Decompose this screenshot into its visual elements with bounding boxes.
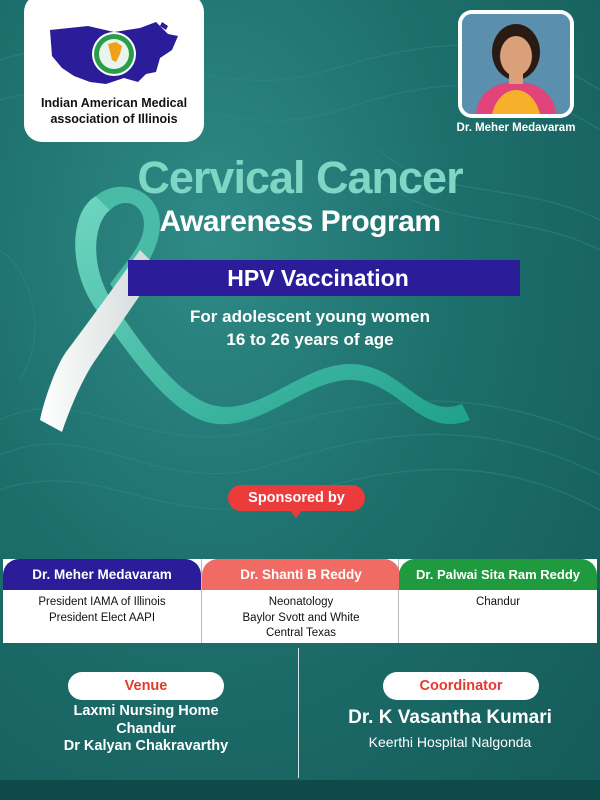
sponsored-by-badge: Sponsored by <box>228 485 365 511</box>
organization-name-line1: Indian American Medical <box>40 96 188 110</box>
title-line1: Cervical Cancer <box>137 152 463 203</box>
sponsor-details-1 <box>3 595 201 626</box>
sponsor-2-line3: Central Texas <box>265 627 337 639</box>
program-audience <box>160 305 460 351</box>
venue-line1: Laxmi Nursing Home <box>73 703 219 719</box>
sponsored-by-badge-pointer <box>289 509 303 518</box>
sponsor-card-2 <box>201 559 399 643</box>
sponsor-card-1 <box>3 559 201 643</box>
coordinator-label: Coordinator <box>383 672 539 700</box>
sponsor-3-line1: Chandur <box>475 596 521 608</box>
sponsor-card-3 <box>399 559 597 643</box>
venue-details <box>30 703 262 756</box>
sponsors-panel <box>3 559 597 643</box>
sponsor-1-line2: President Elect AAPI <box>48 611 156 624</box>
sponsor-1-line1: President IAMA of Illinois <box>38 596 166 608</box>
venue-line3: Dr Kalyan Chakravarthy <box>63 738 229 754</box>
sponsor-2-line1: Neonatology <box>268 596 334 608</box>
sponsor-2-line2: Baylor Svott and White <box>242 611 360 624</box>
sponsor-name-3: Dr. Palwai Sita Ram Reddy <box>399 559 597 590</box>
bottom-divider <box>298 648 299 778</box>
program-banner-text: HPV Vaccination <box>227 265 409 291</box>
venue-label: Venue <box>68 672 224 700</box>
audience-line2: 16 to 26 years of age <box>226 330 394 349</box>
organization-name-line2: association of Illinois <box>50 112 178 126</box>
audience-line1: For adolescent young women <box>190 307 430 326</box>
venue-line2: Chandur <box>116 720 176 737</box>
program-banner <box>128 260 520 296</box>
featured-name: Dr. Meher Medavaram <box>456 122 576 134</box>
coordinator-name: Dr. K Vasantha Kumari <box>348 707 552 728</box>
sponsor-name-1: Dr. Meher Medavaram <box>3 559 201 590</box>
title-line2: Awareness Program <box>159 205 441 238</box>
coordinator-place: Keerthi Hospital Nalgonda <box>368 734 532 750</box>
footer-bar <box>0 780 600 800</box>
sponsor-details-3 <box>399 595 597 611</box>
sponsor-name-2: Dr. Shanti B Reddy <box>202 559 400 590</box>
sponsor-details-2 <box>202 595 400 642</box>
